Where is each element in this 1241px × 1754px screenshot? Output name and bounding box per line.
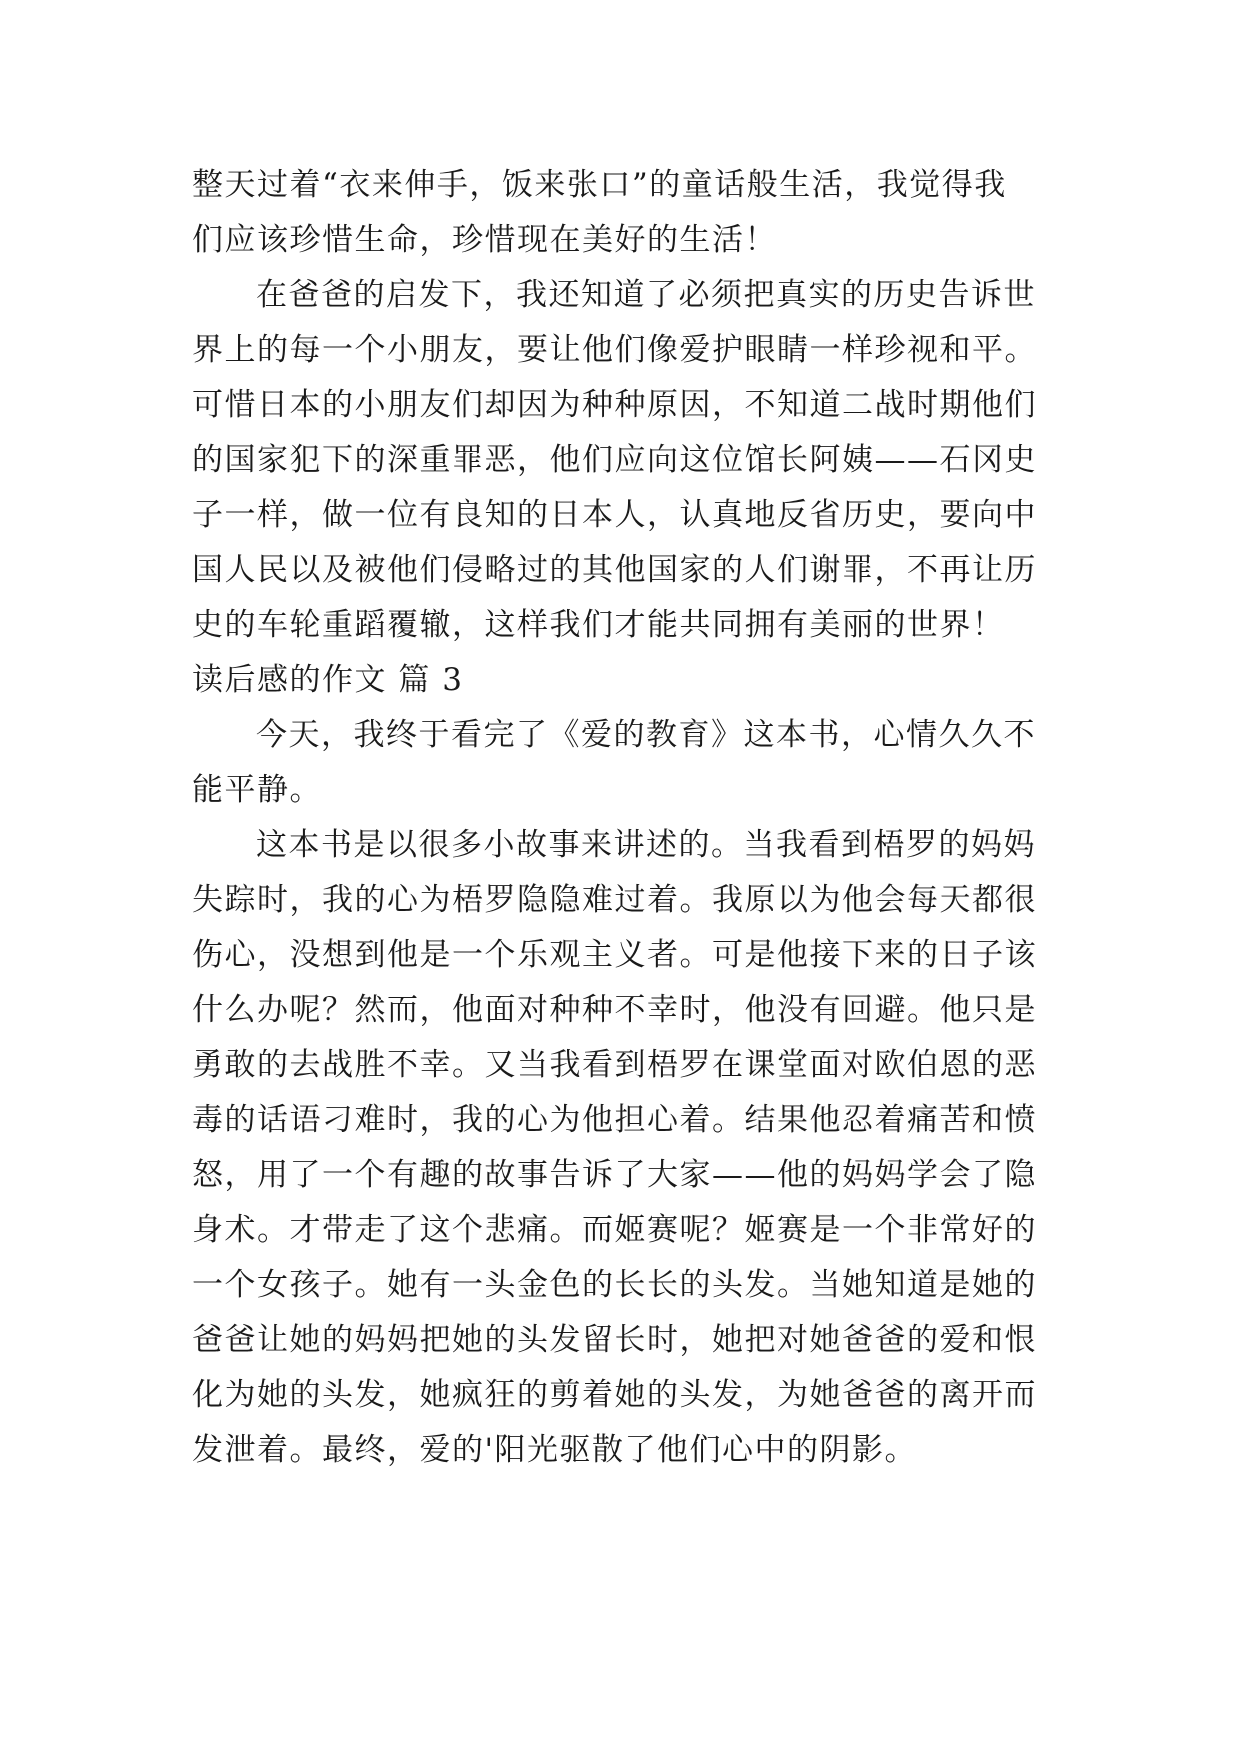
section-heading: 读后感的作文 篇 3 xyxy=(192,662,464,698)
paragraph-line: 国人民以及被他们侵略过的其他国家的人们谢罪，不再让历 xyxy=(192,552,1037,588)
paragraph-line: 今天，我终于看完了《爱的教育》这本书，心情久久不 xyxy=(256,717,1036,753)
paragraph-line: 在爸爸的启发下，我还知道了必须把真实的历史告诉世 xyxy=(256,277,1036,313)
paragraph-line: 们应该珍惜生命，珍惜现在美好的生活！ xyxy=(192,222,777,258)
paragraph-line: 的国家犯下的深重罪恶，他们应向这位馆长阿姨——石冈史 xyxy=(192,442,1037,478)
paragraph-line: 什么办呢？然而，他面对种种不幸时，他没有回避。他只是 xyxy=(192,992,1037,1028)
paragraph-line: 怒，用了一个有趣的故事告诉了大家——他的妈妈学会了隐 xyxy=(192,1157,1037,1193)
paragraph-line: 这本书是以很多小故事来讲述的。当我看到梧罗的妈妈 xyxy=(256,827,1036,863)
paragraph-line: 爸爸让她的妈妈把她的头发留长时，她把对她爸爸的爱和恨 xyxy=(192,1322,1037,1358)
paragraph-line: 勇敢的去战胜不幸。又当我看到梧罗在课堂面对欧伯恩的恶 xyxy=(192,1047,1037,1083)
article-body xyxy=(192,158,1062,1478)
paragraph-line: 身术。才带走了这个悲痛。而姬赛呢？姬赛是一个非常好的 xyxy=(192,1212,1037,1248)
paragraph-line: 整天过着“衣来伸手，饭来张口”的童话般生活，我觉得我 xyxy=(192,167,1007,203)
paragraph-line: 一个女孩子。她有一头金色的长长的头发。当她知道是她的 xyxy=(192,1267,1037,1303)
paragraph-line: 可惜日本的小朋友们却因为种种原因，不知道二战时期他们 xyxy=(192,387,1037,423)
paragraph-line: 能平静。 xyxy=(192,772,322,808)
paragraph-line: 伤心，没想到他是一个乐观主义者。可是他接下来的日子该 xyxy=(192,937,1037,973)
paragraph-line: 化为她的头发，她疯狂的剪着她的头发，为她爸爸的离开而 xyxy=(192,1377,1037,1413)
paragraph-line: 发泄着。最终，爱的'阳光驱散了他们心中的阴影。 xyxy=(192,1432,918,1468)
paragraph-line: 毒的话语刁难时，我的心为他担心着。结果他忍着痛苦和愤 xyxy=(192,1102,1037,1138)
paragraph-line: 界上的每一个小朋友，要让他们像爱护眼睛一样珍视和平。 xyxy=(192,332,1037,368)
paragraph-line: 史的车轮重蹈覆辙，这样我们才能共同拥有美丽的世界！ xyxy=(192,607,1005,643)
paragraph-line: 失踪时，我的心为梧罗隐隐难过着。我原以为他会每天都很 xyxy=(192,882,1037,918)
paragraph-line: 子一样，做一位有良知的日本人，认真地反省历史，要向中 xyxy=(192,497,1037,533)
